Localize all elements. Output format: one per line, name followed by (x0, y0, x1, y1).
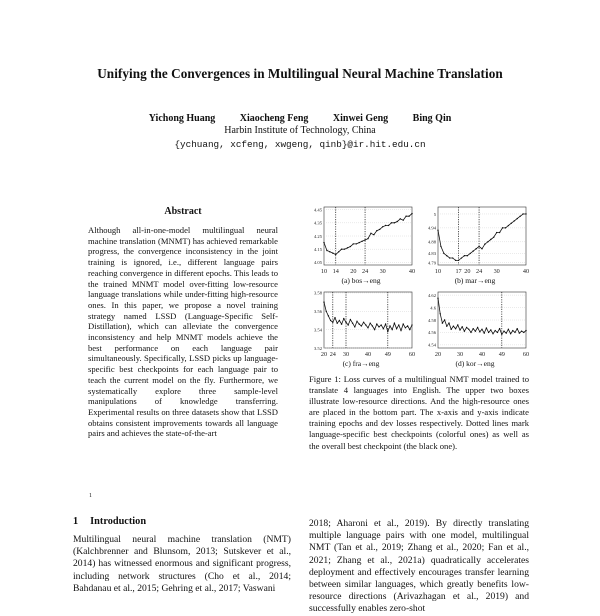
data-point (388, 225, 389, 226)
data-point (405, 216, 406, 217)
data-point (400, 218, 401, 219)
x-tick-label: 10 (434, 268, 442, 275)
chart-svg (306, 203, 416, 275)
data-point (407, 325, 408, 326)
author-list (0, 113, 600, 124)
data-point (451, 329, 452, 330)
y-tick-label: 4.54 (427, 342, 436, 348)
data-point (510, 333, 511, 334)
y-tick-label: 4.35 (313, 220, 322, 226)
data-point (365, 324, 366, 325)
x-tick-label: 14 (332, 268, 339, 275)
y-tick-label: 4.15 (313, 246, 322, 252)
data-point (376, 230, 377, 231)
data-point (467, 255, 468, 256)
data-point (373, 234, 374, 235)
data-point (442, 322, 443, 323)
data-point (511, 223, 512, 224)
data-point (525, 330, 526, 331)
data-point (446, 255, 447, 256)
x-tick-label: 20 (434, 351, 442, 358)
data-point (335, 254, 336, 255)
data-point (508, 329, 509, 330)
data-point (464, 255, 465, 256)
data-point (409, 329, 410, 330)
section-title: Introduction (90, 516, 147, 527)
y-tick-label: 4.58 (427, 317, 436, 323)
data-point (502, 227, 503, 228)
plot-a (306, 203, 416, 288)
x-tick-label: 30 (456, 351, 464, 358)
introduction-text: Multilingual neural machine translation (NMT) (Kalchbrenner and Blunsom, 2013; Sutskever et al., 2014) has witnessed enormous and significant progress, including network structures (Cho et al., 2014; Bahdanau et al., 2015; Gehring et al., 2017; Vaswani (73, 534, 291, 594)
introduction-body (73, 534, 291, 595)
x-tick-label: 20 (464, 268, 471, 275)
data-point (499, 232, 500, 233)
data-point (370, 233, 371, 234)
data-point (339, 320, 340, 321)
y-tick-label: 4.83 (427, 251, 436, 257)
data-point (372, 325, 373, 326)
subplot-caption: (c) fra→eng (342, 359, 380, 368)
plot-frame (438, 207, 526, 265)
data-point (379, 229, 380, 230)
data-point (519, 216, 520, 217)
data-point (486, 327, 487, 328)
data-point (525, 213, 526, 214)
chart-svg (306, 288, 416, 358)
data-point (400, 330, 401, 331)
data-point (462, 326, 463, 327)
chart-svg (420, 203, 530, 275)
plot-c (306, 288, 416, 372)
data-point (479, 331, 480, 332)
abstract-heading: Abstract (164, 206, 202, 217)
data-point (361, 325, 362, 326)
data-point (448, 322, 449, 323)
data-point (348, 324, 349, 325)
x-tick-label: 30 (342, 351, 350, 358)
data-point (343, 318, 344, 319)
y-tick-label: 4.88 (427, 239, 436, 245)
data-point (403, 219, 404, 220)
data-point (397, 221, 398, 222)
data-point (490, 239, 491, 240)
data-point (328, 315, 329, 316)
data-point (323, 301, 324, 302)
data-point (461, 257, 462, 258)
data-point (497, 332, 498, 333)
data-point (458, 260, 459, 261)
data-point (385, 225, 386, 226)
data-point (326, 250, 327, 251)
data-point (455, 328, 456, 329)
data-point (353, 243, 354, 244)
y-tick-label: 5 (433, 211, 436, 217)
data-point (457, 324, 458, 325)
data-point (506, 332, 507, 333)
data-point (473, 328, 474, 329)
loss-curve (324, 214, 412, 255)
subplot-caption: (d) kor→eng (455, 359, 495, 368)
data-point (356, 243, 357, 244)
data-point (394, 323, 395, 324)
x-tick-label: 40 (478, 351, 486, 358)
data-point (503, 331, 504, 332)
data-point (408, 216, 409, 217)
data-point (505, 227, 506, 228)
data-point (446, 326, 447, 327)
data-point (468, 329, 469, 330)
x-tick-label: 60 (522, 351, 530, 358)
loss-curve (324, 302, 412, 331)
data-point (329, 251, 330, 252)
data-point (487, 241, 488, 242)
figure-caption: Figure 1: Loss curves of a multilingual NMT model trained to translate 4 languages into English. The upper two boxes illustrate low-resource directions. And the high-resource ones are placed in the bottom part. The x-axis and y-axis indicate training epochs and dev losses respectively. Dotted lines mark language-specific best checkpoints (colorful ones) as well as the overall best checkpoint (the black one). (309, 374, 529, 451)
data-point (453, 326, 454, 327)
data-point (389, 325, 390, 326)
y-tick-label: 3.52 (313, 345, 322, 351)
data-point (361, 241, 362, 242)
data-point (334, 317, 335, 318)
data-point (396, 328, 397, 329)
footnote-mark: 1 (89, 493, 92, 499)
data-point (443, 253, 444, 254)
data-point (514, 220, 515, 221)
y-tick-label: 4.94 (427, 225, 436, 231)
data-point (493, 236, 494, 237)
data-point (383, 328, 384, 329)
data-point (440, 313, 441, 314)
data-point (484, 332, 485, 333)
data-point (481, 248, 482, 249)
data-point (341, 248, 342, 249)
data-point (437, 230, 438, 231)
y-tick-label: 3.56 (313, 309, 322, 315)
data-point (475, 331, 476, 332)
affiliation: Harbin Institute of Technology, China (224, 125, 376, 136)
data-point (370, 323, 371, 324)
data-point (332, 252, 333, 253)
x-tick-label: 30 (379, 268, 386, 275)
data-point (394, 222, 395, 223)
data-point (488, 332, 489, 333)
data-point (341, 323, 342, 324)
data-point (499, 328, 500, 329)
data-point (481, 329, 482, 330)
data-point (496, 232, 497, 233)
y-tick-label: 3.58 (313, 290, 322, 296)
author-name: Xiaocheng Feng (239, 113, 309, 124)
data-point (374, 329, 375, 330)
data-point (484, 243, 485, 244)
data-point (449, 257, 450, 258)
data-point (364, 239, 365, 240)
data-point (347, 247, 348, 248)
data-point (475, 248, 476, 249)
data-point (466, 327, 467, 328)
data-point (470, 332, 471, 333)
data-point (452, 257, 453, 258)
data-point (464, 331, 465, 332)
data-point (512, 330, 513, 331)
y-tick-label: 4.05 (313, 260, 322, 266)
data-point (381, 324, 382, 325)
data-point (344, 248, 345, 249)
data-point (363, 322, 364, 323)
data-point (495, 330, 496, 331)
data-point (478, 246, 479, 247)
section-number: 1 (73, 516, 79, 527)
data-point (437, 298, 438, 299)
data-point (354, 326, 355, 327)
data-point (459, 329, 460, 330)
y-tick-label: 4.45 (313, 207, 322, 213)
data-point (367, 238, 368, 239)
data-point (514, 332, 515, 333)
x-tick-label: 24 (361, 268, 369, 275)
data-point (391, 222, 392, 223)
x-tick-label: 49 (384, 351, 391, 358)
data-point (444, 319, 445, 320)
right-column-text: 2018; Aharoni et al., 2019). By directly translating multiple language pairs with one model, multilingual NMT (Tan et al., 2019; Zhang et al., 2020; Fan et al., 2021; Zhang et al., 2021a) quadratically accelerates deployment and effectively encourages transfer learning between similar languages, which greatly benefits low-resource directions (Arivazhagan et al., 2019) and successfully enables zero-shot (309, 518, 529, 615)
data-point (521, 331, 522, 332)
abstract-text: Although all-in-one-model multilingual neural machine translation (MNMT) has achieved remarkable progress, the convergence inconsistency in the joint training is ignored, i.e., different language pairs reaching convergence in different epochs. This leads to the trained MNMT model over-fitting low-resource language translations while under-fitting high-resource ones. In this paper, we propose a novel training strategy named LSSD (Language-Specific Self-Distillation), which can alleviate the convergence inconsistency and help MNMT models achieve the best performance on each language pair simultaneously. Specifically, LSSD picks up language-specific best checkpoints for each language pair to teach the current model on the fly. Furthermore, we systematically explore three sample-level manipulations of knowledge transferring. Experimental results on three datasets show that LSSD obtains consistent improvements towards all language pairs and achieves the state-of-the-art (88, 225, 278, 439)
data-point (385, 323, 386, 324)
data-point (350, 319, 351, 320)
y-tick-label: 4.6 (430, 305, 436, 311)
subplot-caption: (a) bos→eng (341, 276, 381, 285)
y-tick-label: 4.62 (427, 292, 436, 298)
data-point (522, 213, 523, 214)
plot-frame (324, 292, 412, 348)
data-point (405, 327, 406, 328)
data-point (490, 329, 491, 330)
data-point (352, 323, 353, 324)
data-point (376, 323, 377, 324)
data-point (323, 242, 324, 243)
x-tick-label: 40 (408, 268, 416, 275)
data-point (359, 323, 360, 324)
data-point (517, 218, 518, 219)
data-point (367, 327, 368, 328)
section-heading (73, 516, 146, 527)
data-point (517, 328, 518, 329)
x-tick-label: 40 (522, 268, 530, 275)
y-tick-label: 4.79 (427, 260, 436, 266)
data-point (387, 331, 388, 332)
x-tick-label: 10 (320, 268, 328, 275)
data-point (440, 246, 441, 247)
author-name: Bing Qin (412, 113, 452, 124)
plot-b (420, 203, 530, 288)
x-tick-label: 49 (498, 351, 505, 358)
abstract-body (88, 225, 278, 439)
x-tick-label: 24 (475, 268, 483, 275)
data-point (508, 225, 509, 226)
data-point (382, 226, 383, 227)
data-point (350, 246, 351, 247)
right-column-body (309, 518, 529, 616)
data-point (473, 250, 474, 251)
data-point (403, 323, 404, 324)
data-point (470, 253, 471, 254)
data-point (338, 251, 339, 252)
subplot-caption: (b) mar→eng (454, 276, 496, 285)
data-point (455, 260, 456, 261)
data-point (345, 322, 346, 323)
x-tick-label: 17 (455, 268, 462, 275)
chart-svg (420, 288, 530, 358)
data-point (337, 323, 338, 324)
x-tick-label: 20 (350, 268, 357, 275)
data-point (501, 334, 502, 335)
data-point (326, 311, 327, 312)
data-point (332, 322, 333, 323)
data-point (492, 333, 493, 334)
data-point (398, 324, 399, 325)
data-point (519, 332, 520, 333)
x-tick-label: 60 (408, 351, 416, 358)
author-name: Yichong Huang (148, 113, 216, 124)
paper-title: Unifying the Convergences in Multilingual Neural Machine Translation (97, 66, 503, 81)
author-name: Xinwei Geng (332, 113, 389, 124)
data-point (330, 320, 331, 321)
data-point (356, 321, 357, 322)
y-tick-label: 4.56 (427, 330, 436, 336)
data-point (411, 324, 412, 325)
data-point (378, 326, 379, 327)
x-tick-label: 24 (329, 351, 336, 358)
data-point (392, 329, 393, 330)
data-point (359, 242, 360, 243)
data-point (523, 332, 524, 333)
y-tick-label: 4.25 (313, 233, 322, 239)
plot-d (420, 288, 530, 372)
author-email: {ychuang, xcfeng, xwgeng, qinb}@ir.hit.edu.cn (174, 139, 426, 150)
data-point (411, 213, 412, 214)
x-tick-label: 30 (493, 268, 500, 275)
x-tick-label: 40 (364, 351, 372, 358)
data-point (477, 327, 478, 328)
y-tick-label: 3.54 (313, 327, 322, 333)
x-tick-label: 20 (320, 351, 328, 358)
